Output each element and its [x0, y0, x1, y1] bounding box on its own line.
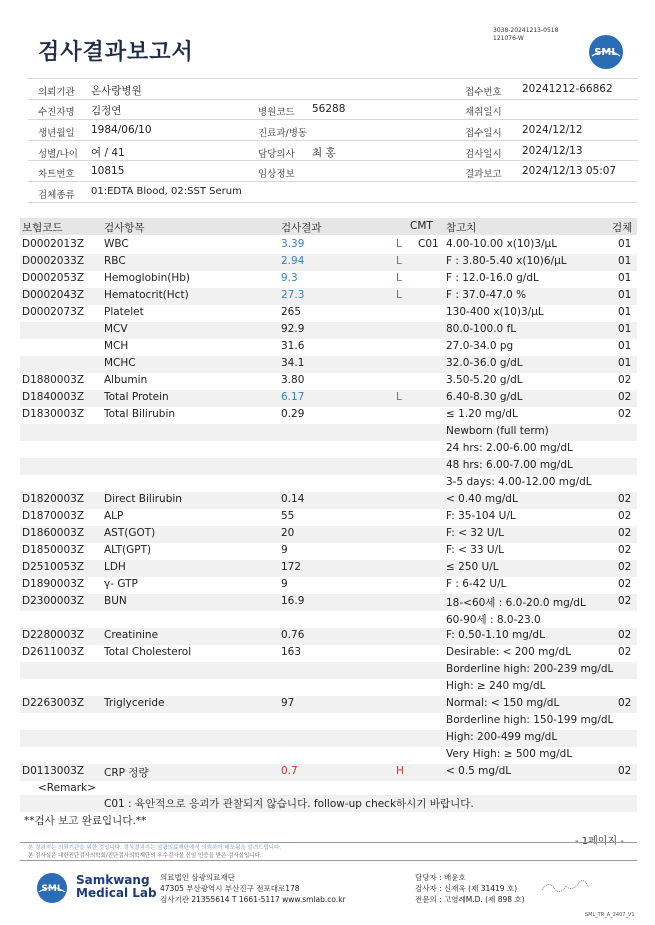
- cell-spec: 02: [618, 527, 632, 539]
- cell-spec: 01: [618, 340, 632, 352]
- cell-name: Hemoglobin(Hb): [104, 272, 191, 284]
- table-row: [20, 645, 637, 662]
- cell-name: MCV: [104, 323, 128, 335]
- cell-spec: 02: [618, 493, 632, 505]
- cell-name: RBC: [104, 255, 126, 267]
- cell-spec: 01: [618, 306, 632, 318]
- cell-result: 3.80: [281, 374, 305, 386]
- cell-flag: L: [396, 255, 402, 267]
- cell-name: ALP: [104, 510, 124, 522]
- cell-spec: 02: [618, 595, 632, 607]
- cell-spec: 02: [618, 697, 632, 709]
- cell-ref: 6.40-8.30 g/dL: [446, 391, 523, 403]
- cell-code: D2300003Z: [22, 595, 85, 607]
- cell-ref: < 0.40 mg/dL: [446, 493, 518, 505]
- cell-spec: 01: [618, 255, 632, 267]
- cell-ref: 60-90세 : 8.0-23.0: [446, 614, 541, 626]
- table-row: [20, 424, 637, 441]
- cell-ref: 27.0-34.0 pg: [446, 340, 514, 352]
- test-date-label: 검사일시: [465, 149, 502, 160]
- cell-code: D1840003Z: [22, 391, 85, 403]
- dept-label: 진료과/병동: [258, 128, 308, 139]
- cell-result: 31.6: [281, 340, 305, 352]
- table-row: [20, 764, 637, 781]
- cell-result: 27.3: [281, 289, 305, 301]
- col-header-cmt: CMT: [410, 220, 433, 232]
- samkwang-logo-icon: [36, 872, 68, 904]
- cell-result: 9.3: [281, 272, 298, 284]
- cell-ref: Borderline high: 150-199 mg/dL: [446, 714, 614, 726]
- cell-code: D0113003Z: [22, 765, 85, 777]
- cell-ref: 4.00-10.00 x(10)3/μL: [446, 238, 558, 250]
- document-code-line1: 3038-20241213-0518: [493, 27, 559, 34]
- table-row: [20, 560, 637, 577]
- cell-code: D2510053Z: [22, 561, 85, 573]
- cell-spec: 01: [618, 289, 632, 301]
- cell-name: Direct Bilirubin: [104, 493, 182, 505]
- chart-label: 차트번호: [38, 169, 75, 180]
- info-divider: [28, 99, 638, 100]
- cell-result: 3.39: [281, 238, 305, 250]
- cell-spec: 02: [618, 544, 632, 556]
- footer-org: 의료법인 삼광의료재단: [160, 873, 235, 882]
- cell-ref: F: < 32 U/L: [446, 527, 505, 539]
- cell-code: D1880003Z: [22, 374, 85, 386]
- receipt-no-value: 20241212-66862: [522, 83, 613, 95]
- footer-note-1: 본 결과지는 의뢰기관을 위한 것입니다. 정식결과지는 삼광의료재단에서 의뢰하여 배포됨을 알려드립니다.: [28, 845, 282, 851]
- cell-ref: 130-400 x(10)3/μL: [446, 306, 544, 318]
- cell-code: D2263003Z: [22, 697, 85, 709]
- cell-spec: 02: [618, 561, 632, 573]
- cell-ref: High: ≥ 240 mg/dL: [446, 680, 546, 692]
- cell-name: MCHC: [104, 357, 136, 369]
- cell-ref: 80.0-100.0 fL: [446, 323, 517, 335]
- info-divider: [28, 119, 638, 120]
- cell-code: D2280003Z: [22, 629, 85, 641]
- col-header-code: 보험코드: [22, 222, 63, 234]
- cell-name: Platelet: [104, 306, 144, 318]
- cell-ref: 24 hrs: 2.00-6.00 mg/dL: [446, 442, 573, 454]
- cell-name: CRP 정량: [104, 767, 149, 779]
- cell-name: Total Cholesterol: [104, 646, 192, 658]
- cell-ref: F : 3.80-5.40 x(10)6/μL: [446, 255, 567, 267]
- patient-label: 수진자명: [38, 107, 75, 118]
- cell-spec: 02: [618, 765, 632, 777]
- table-row: [20, 254, 637, 271]
- table-row: [20, 237, 637, 254]
- doctor-label: 담당의사: [258, 149, 295, 160]
- table-row: [20, 475, 637, 492]
- cell-ref: F: 35-104 U/L: [446, 510, 516, 522]
- cell-code: D0002013Z: [22, 238, 85, 250]
- cell-spec: 02: [618, 510, 632, 522]
- cell-flag: L: [396, 238, 402, 250]
- clinical-label: 임상정보: [258, 169, 295, 180]
- cell-result: 0.29: [281, 408, 305, 420]
- cell-ref: Newborn (full term): [446, 425, 549, 437]
- cell-ref: ≤ 1.20 mg/dL: [446, 408, 518, 420]
- info-divider: [28, 140, 638, 141]
- footer-org-block: [160, 872, 346, 905]
- cell-code: D1820003Z: [22, 493, 85, 505]
- footer-staff-role: 전문의 :: [415, 895, 442, 904]
- footer-staff-name: 배윤호: [444, 873, 466, 882]
- cell-ref: F : 37.0-47.0 %: [446, 289, 527, 301]
- cell-spec: 02: [618, 578, 632, 590]
- table-row: [20, 713, 637, 730]
- cell-ref: Very High: ≥ 500 mg/dL: [446, 748, 573, 760]
- cell-name: γ- GTP: [104, 578, 138, 590]
- doctor-value: 최 홍: [312, 147, 336, 159]
- cell-ref: F: < 33 U/L: [446, 544, 505, 556]
- cell-ref: Desirable: < 200 mg/dL: [446, 646, 572, 658]
- receipt-date-value: 2024/12/12: [522, 124, 583, 136]
- document-code-line2: 121076-W: [493, 35, 524, 42]
- footer-staff-row: [415, 872, 525, 883]
- report-value: 2024/12/13 05:07: [522, 165, 617, 177]
- cell-code: D1890003Z: [22, 578, 85, 590]
- cell-spec: 02: [618, 646, 632, 658]
- table-row: [20, 662, 637, 679]
- cell-spec: 01: [618, 238, 632, 250]
- cell-code: D2611003Z: [22, 646, 85, 658]
- table-row: [20, 322, 637, 339]
- cell-ref: 18-<60세 : 6.0-20.0 mg/dL: [446, 597, 586, 609]
- cell-name: AST(GOT): [104, 527, 156, 539]
- cell-flag: L: [396, 272, 402, 284]
- table-row: [20, 441, 637, 458]
- cell-ref: F: 0.50-1.10 mg/dL: [446, 629, 545, 641]
- cell-code: D0002043Z: [22, 289, 85, 301]
- table-row: [20, 458, 637, 475]
- info-divider: [28, 160, 638, 161]
- dob-label: 생년월일: [38, 128, 75, 139]
- cell-name: WBC: [104, 238, 129, 250]
- report-complete-text: **검사 보고 완료입니다.**: [24, 815, 147, 827]
- form-code: SML_TR_A_2407_V1: [585, 912, 635, 918]
- cell-name: Triglyceride: [104, 697, 165, 709]
- cell-ref: < 0.5 mg/dL: [446, 765, 512, 777]
- cell-ref: High: 200-499 mg/dL: [446, 731, 558, 743]
- cell-name: Total Protein: [104, 391, 169, 403]
- table-row: [20, 679, 637, 696]
- cell-result: 16.9: [281, 595, 305, 607]
- cell-ref: F : 12.0-16.0 g/dL: [446, 272, 539, 284]
- receipt-no-label: 접수번호: [465, 87, 502, 98]
- cell-ref: 3.50-5.20 g/dL: [446, 374, 523, 386]
- info-divider: [28, 78, 638, 79]
- cell-flag: L: [396, 391, 402, 403]
- footer-staff-role: 담당자 :: [415, 873, 442, 882]
- cell-spec: 02: [618, 629, 632, 641]
- chart-value: 10815: [91, 165, 125, 177]
- specimen-label: 검체종류: [38, 190, 75, 201]
- table-row: [20, 747, 637, 764]
- cell-result: 0.76: [281, 629, 305, 641]
- footer-address: 47305 부산광역시 부산진구 전포대로178: [160, 884, 300, 893]
- specimen-value: 01:EDTA Blood, 02:SST Serum: [91, 186, 242, 197]
- footer-staff-name: 고영례M.D. (제 898 호): [444, 895, 525, 904]
- dob-value: 1984/06/10: [91, 124, 152, 136]
- cell-result: 265: [281, 306, 302, 318]
- table-row: [20, 509, 637, 526]
- cell-name: BUN: [104, 595, 127, 607]
- footer-brand-line1: Samkwang: [76, 873, 150, 887]
- cell-name: Albumin: [104, 374, 148, 386]
- footer-phone: 검사기관 21355614 T 1661-5117 www.smlab.co.kr: [160, 895, 346, 904]
- table-row: [20, 271, 637, 288]
- cell-ref: Normal: < 150 mg/dL: [446, 697, 560, 709]
- cell-cmt: C01: [418, 238, 439, 250]
- cell-name: Hematocrit(Hct): [104, 289, 189, 301]
- footer-staff-role: 검사자 :: [415, 884, 442, 893]
- cell-spec: 01: [618, 357, 632, 369]
- col-header-ref: 참고치: [446, 222, 477, 234]
- cell-spec: 02: [618, 408, 632, 420]
- table-row: [20, 356, 637, 373]
- cell-name: ALT(GPT): [104, 544, 152, 556]
- col-header-spec: 검체: [612, 222, 633, 234]
- samkwang-logo-text: SML: [41, 884, 63, 894]
- table-row: [20, 628, 637, 645]
- table-row: [20, 730, 637, 747]
- footer-staff-block: [415, 872, 525, 905]
- cell-code: D1850003Z: [22, 544, 85, 556]
- patient-value: 김정연: [91, 105, 122, 117]
- footer-divider: [20, 860, 637, 861]
- table-row: [20, 611, 637, 628]
- cell-code: D1830003Z: [22, 408, 85, 420]
- cell-flag: L: [396, 289, 402, 301]
- table-row: [20, 492, 637, 509]
- table-row: [20, 594, 637, 611]
- table-row: [20, 407, 637, 424]
- receipt-date-label: 접수일시: [465, 128, 502, 139]
- hospital-code-value: 56288: [312, 103, 346, 115]
- cell-result: 172: [281, 561, 302, 573]
- signature-icon: [540, 878, 590, 896]
- cell-ref: 48 hrs: 6.00-7.00 mg/dL: [446, 459, 573, 471]
- sex-age-label: 성별/나이: [38, 149, 78, 160]
- cell-name: Creatinine: [104, 629, 159, 641]
- cell-code: D1860003Z: [22, 527, 85, 539]
- cell-result: 55: [281, 510, 295, 522]
- cell-result: 9: [281, 544, 288, 556]
- cell-result: 6.17: [281, 391, 305, 403]
- cell-result: 9: [281, 578, 288, 590]
- page-title: 검사결과보고서: [38, 40, 194, 65]
- table-row: [20, 526, 637, 543]
- cell-ref: ≤ 250 U/L: [446, 561, 499, 573]
- table-row: [20, 390, 637, 407]
- table-row: [20, 305, 637, 322]
- cell-ref: 3-5 days: 4.00-12.00 mg/dL: [446, 476, 592, 488]
- cell-ref: 32.0-36.0 g/dL: [446, 357, 523, 369]
- remark-text: C01 : 육안적으로 응괴가 관찰되지 않습니다. follow-up check하시기 바랍니다.: [104, 798, 474, 810]
- collect-label: 채취일시: [465, 107, 502, 118]
- table-row: [20, 373, 637, 390]
- cell-spec: 01: [618, 272, 632, 284]
- table-row: [20, 577, 637, 594]
- cell-ref: F : 6-42 U/L: [446, 578, 507, 590]
- info-divider: [28, 202, 638, 203]
- sml-logo-icon: [588, 34, 624, 70]
- cell-result: 2.94: [281, 255, 305, 267]
- cell-code: D0002053Z: [22, 272, 85, 284]
- hospital-label: 의뢰기관: [38, 87, 75, 98]
- remark-heading: <Remark>: [38, 782, 96, 794]
- cell-name: Total Bilirubin: [104, 408, 176, 420]
- hospital-value: 온사랑병원: [91, 85, 142, 97]
- table-row: [20, 543, 637, 560]
- footer-brand-line2: Medical Lab: [76, 886, 157, 900]
- test-date-value: 2024/12/13: [522, 145, 583, 157]
- col-header-result: 검사결과: [281, 222, 322, 234]
- cell-result: 0.7: [281, 765, 298, 777]
- cell-result: 20: [281, 527, 295, 539]
- footer-note-2: 본 검사실은 대한진단검사의학회/진단검사의학재단의 우수검사실 신임 인증을 받은 검사실입니다.: [28, 853, 262, 859]
- cell-ref: Borderline high: 200-239 mg/dL: [446, 663, 614, 675]
- info-divider: [28, 181, 638, 182]
- table-row: [20, 696, 637, 713]
- sml-logo-text: SML: [594, 47, 618, 58]
- col-header-name: 검사항목: [104, 222, 145, 234]
- cell-result: 34.1: [281, 357, 305, 369]
- footer-brand: [76, 874, 157, 900]
- cell-result: 0.14: [281, 493, 305, 505]
- cell-result: 97: [281, 697, 295, 709]
- sex-age-value: 여 / 41: [91, 147, 125, 159]
- cell-spec: 01: [618, 323, 632, 335]
- table-row: [20, 288, 637, 305]
- cell-flag: H: [396, 765, 404, 777]
- cell-code: D0002073Z: [22, 306, 85, 318]
- cell-spec: 02: [618, 391, 632, 403]
- page-number: [575, 832, 624, 847]
- cell-result: 92.9: [281, 323, 305, 335]
- cell-code: D1870003Z: [22, 510, 85, 522]
- cell-code: D0002033Z: [22, 255, 85, 267]
- footer-staff-row: [415, 883, 525, 894]
- cell-name: MCH: [104, 340, 129, 352]
- footer-staff-row: [415, 894, 525, 905]
- report-label: 결과보고: [465, 169, 502, 180]
- table-row: [20, 339, 637, 356]
- cell-name: LDH: [104, 561, 126, 573]
- cell-spec: 02: [618, 374, 632, 386]
- cell-result: 163: [281, 646, 302, 658]
- footer-staff-name: 신재욱 (제 31419 호): [444, 884, 518, 893]
- hospital-code-label: 병원코드: [258, 107, 295, 118]
- document-code: [493, 27, 558, 43]
